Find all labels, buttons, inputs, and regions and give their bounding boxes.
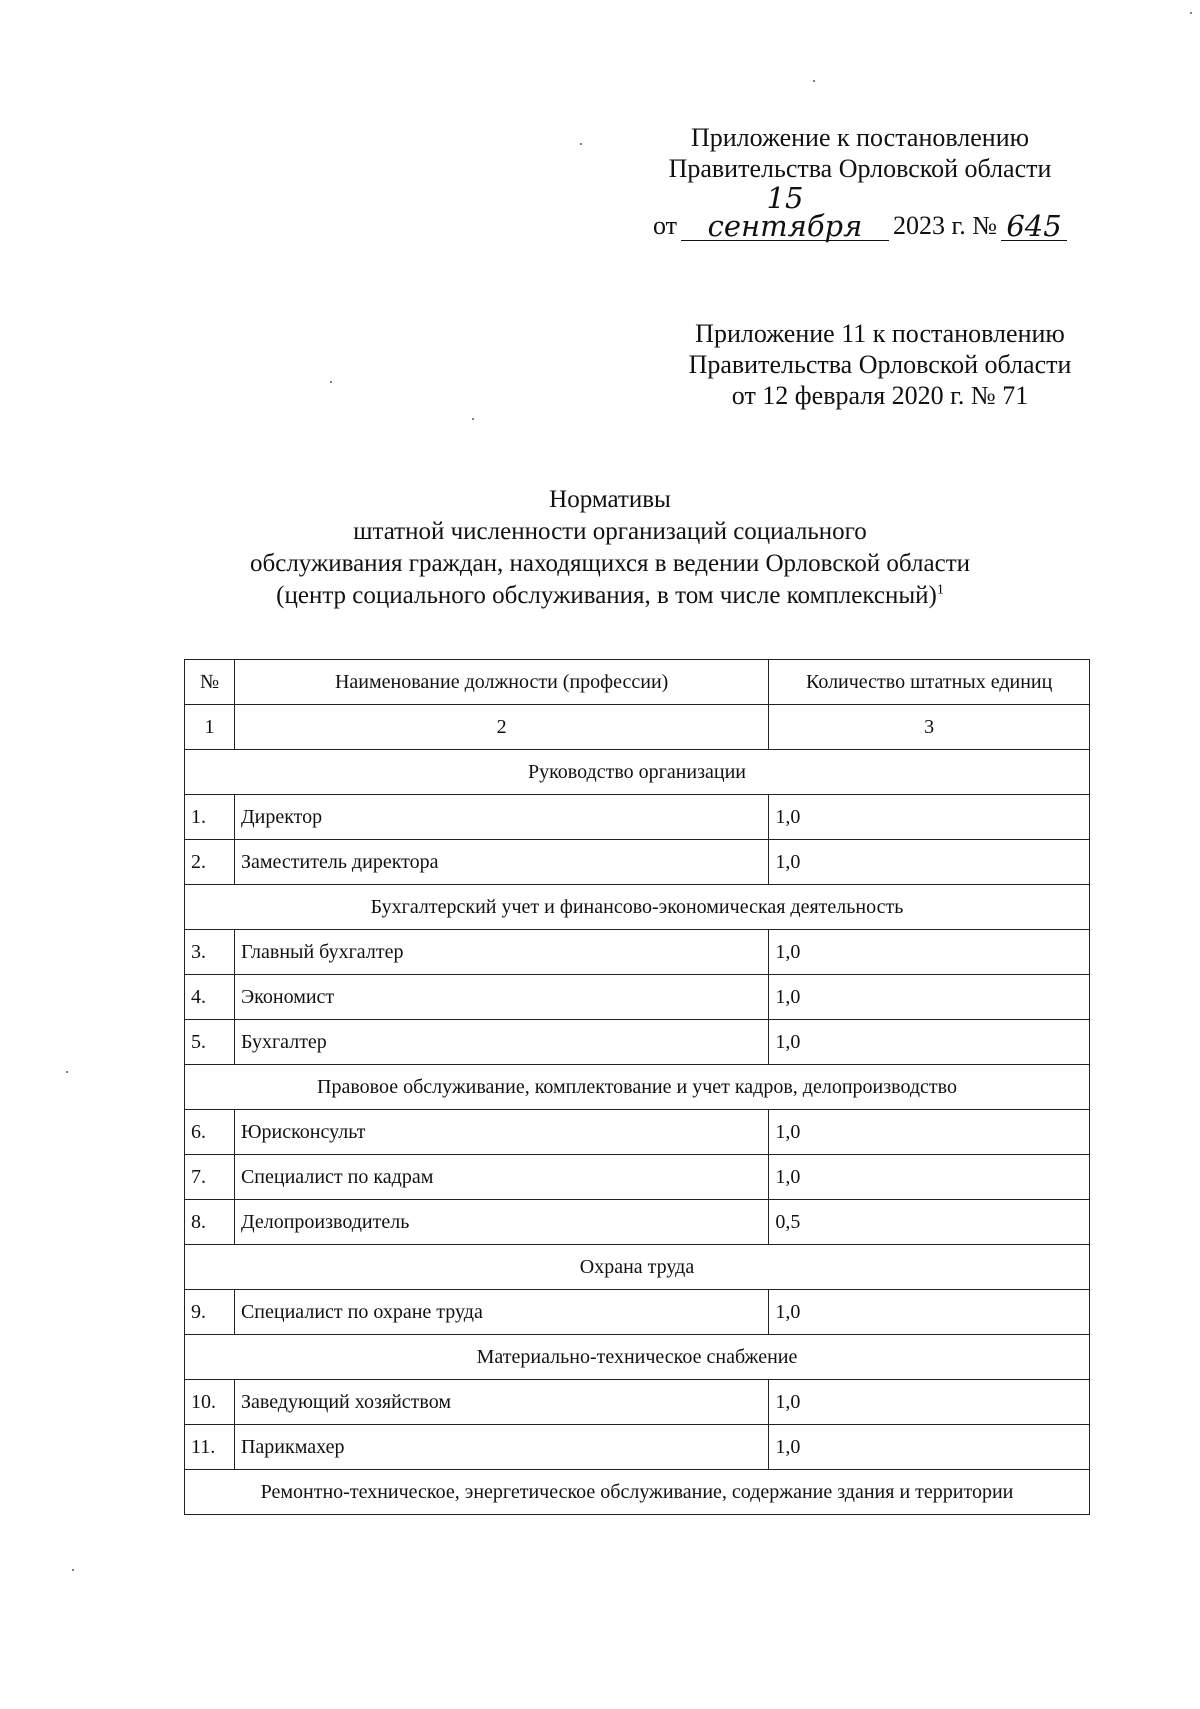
section-title: Охрана труда bbox=[185, 1245, 1090, 1290]
table-row bbox=[185, 840, 1090, 885]
table-row bbox=[185, 1020, 1090, 1065]
scan-speck bbox=[1190, 12, 1192, 14]
section-title: Бухгалтерский учет и финансово-экономическая деятельность bbox=[185, 885, 1090, 930]
title-line-4 bbox=[180, 580, 1040, 612]
table-row bbox=[185, 795, 1090, 840]
row-quantity: 1,0 bbox=[769, 1290, 1090, 1335]
scan-speck bbox=[472, 418, 474, 420]
col-num-2: 2 bbox=[234, 705, 768, 750]
annex-line-2: Правительства Орловской области bbox=[668, 154, 1052, 183]
row-quantity: 1,0 bbox=[769, 1110, 1090, 1155]
table-row bbox=[185, 1200, 1090, 1245]
scan-speck bbox=[66, 1071, 68, 1073]
row-number: 8. bbox=[185, 1200, 235, 1245]
section-row bbox=[185, 1470, 1090, 1515]
title-line-3: обслуживания граждан, находящихся в ведении Орловской области bbox=[250, 550, 970, 577]
handwritten-date: 15 сентября bbox=[681, 184, 889, 241]
row-position: Специалист по охране труда bbox=[234, 1290, 768, 1335]
section-row bbox=[185, 1335, 1090, 1380]
annex-date-line bbox=[640, 181, 1080, 243]
appendix-11-header bbox=[660, 318, 1100, 411]
col-num-3: 3 bbox=[769, 705, 1090, 750]
section-title: Руководство организации bbox=[185, 750, 1090, 795]
table-row bbox=[185, 1290, 1090, 1335]
row-number: 5. bbox=[185, 1020, 235, 1065]
row-number: 10. bbox=[185, 1380, 235, 1425]
col-num-1: 1 bbox=[185, 705, 235, 750]
row-number: 2. bbox=[185, 840, 235, 885]
row-quantity: 1,0 bbox=[769, 1425, 1090, 1470]
row-quantity: 1,0 bbox=[769, 930, 1090, 975]
appendix-line-1: Приложение 11 к постановлению bbox=[695, 319, 1065, 348]
section-row bbox=[185, 885, 1090, 930]
scan-speck bbox=[813, 80, 815, 82]
table-row bbox=[185, 930, 1090, 975]
row-position: Главный бухгалтер bbox=[234, 930, 768, 975]
appendix-line-2: Правительства Орловской области bbox=[688, 350, 1072, 379]
header-quantity: Количество штатных единиц bbox=[769, 660, 1090, 705]
row-number: 4. bbox=[185, 975, 235, 1020]
year-text: 2023 г. № bbox=[892, 211, 998, 240]
scan-speck bbox=[72, 1569, 74, 1571]
row-position: Бухгалтер bbox=[234, 1020, 768, 1065]
row-number: 3. bbox=[185, 930, 235, 975]
column-number-row bbox=[185, 705, 1090, 750]
section-title: Ремонтно-техническое, энергетическое обслуживание, содержание здания и территории bbox=[185, 1470, 1090, 1515]
row-quantity: 0,5 bbox=[769, 1200, 1090, 1245]
annex-line-1: Приложение к постановлению bbox=[690, 123, 1030, 152]
row-number: 1. bbox=[185, 795, 235, 840]
document-title bbox=[180, 484, 1040, 612]
row-position: Экономист bbox=[234, 975, 768, 1020]
row-position: Заместитель директора bbox=[234, 840, 768, 885]
row-number: 6. bbox=[185, 1110, 235, 1155]
section-title: Материально-техническое снабжение bbox=[185, 1335, 1090, 1380]
row-number: 7. bbox=[185, 1155, 235, 1200]
title-line-2: штатной численности организаций социального bbox=[353, 518, 867, 545]
row-quantity: 1,0 bbox=[769, 975, 1090, 1020]
date-prefix: от bbox=[652, 211, 677, 240]
table-header-row bbox=[185, 660, 1090, 705]
row-position: Юрисконсульт bbox=[234, 1110, 768, 1155]
staff-norms-table bbox=[184, 659, 1090, 1515]
header-number: № bbox=[185, 660, 235, 705]
footnote-mark: 1 bbox=[936, 582, 944, 598]
row-position: Заведующий хозяйством bbox=[234, 1380, 768, 1425]
row-quantity: 1,0 bbox=[769, 1020, 1090, 1065]
title-line-4-text: (центр социального обслуживания, в том числе комплексный) bbox=[276, 582, 937, 609]
row-quantity: 1,0 bbox=[769, 1155, 1090, 1200]
row-quantity: 1,0 bbox=[769, 1380, 1090, 1425]
row-number: 9. bbox=[185, 1290, 235, 1335]
table-row bbox=[185, 1380, 1090, 1425]
appendix-line-3: от 12 февраля 2020 г. № 71 bbox=[731, 381, 1029, 410]
section-row bbox=[185, 1065, 1090, 1110]
row-position: Специалист по кадрам bbox=[234, 1155, 768, 1200]
row-quantity: 1,0 bbox=[769, 795, 1090, 840]
table-row bbox=[185, 975, 1090, 1020]
handwritten-number: 645 bbox=[1001, 212, 1067, 241]
table-row bbox=[185, 1425, 1090, 1470]
section-row bbox=[185, 750, 1090, 795]
section-title: Правовое обслуживание, комплектование и учет кадров, делопроизводство bbox=[185, 1065, 1090, 1110]
row-position: Делопроизводитель bbox=[234, 1200, 768, 1245]
row-quantity: 1,0 bbox=[769, 840, 1090, 885]
row-number: 11. bbox=[185, 1425, 235, 1470]
title-line-1: Нормативы bbox=[549, 486, 671, 513]
scan-speck bbox=[330, 381, 332, 383]
table-row bbox=[185, 1155, 1090, 1200]
row-position: Директор bbox=[234, 795, 768, 840]
row-position: Парикмахер bbox=[234, 1425, 768, 1470]
header-position: Наименование должности (профессии) bbox=[234, 660, 768, 705]
table-row bbox=[185, 1110, 1090, 1155]
annex-header bbox=[640, 122, 1080, 241]
section-row bbox=[185, 1245, 1090, 1290]
scan-speck bbox=[580, 143, 582, 145]
